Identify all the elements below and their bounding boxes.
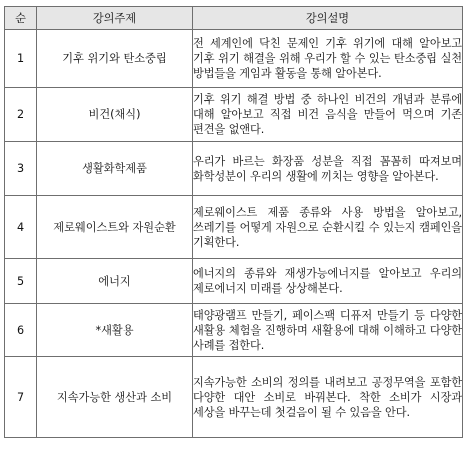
table-row [5, 196, 463, 259]
row-number: 4 [5, 196, 37, 259]
row-topic: 기후 위기와 탄소중립 [37, 30, 193, 88]
row-description: 태양광램프 만들기, 페이스팩 디퓨저 만들기 등 다양한 새활용 체험을 진행하며 새활용에 대해 이해하고 다양한 사례를 접한다. [193, 304, 463, 357]
row-description: 전 세계인에 닥친 문제인 기후 위기에 대해 알아보고 기후 위기 해결을 위해 우리가 할 수 있는 탄소중립 실천 방법들을 게임과 활동을 통해 알아본다. [193, 30, 463, 88]
row-topic: 에너지 [37, 259, 193, 304]
header-no: 순 [5, 7, 37, 30]
row-number: 2 [5, 88, 37, 142]
row-description: 지속가능한 소비의 정의를 내려보고 공정무역을 포함한 다양한 대안 소비로 바꿔본다. 착한 소비가 시장과 세상을 바꾸는데 첫걸음이 될 수 있음을 안다. [193, 357, 463, 438]
row-number: 1 [5, 30, 37, 88]
table-row [5, 304, 463, 357]
header-description: 강의설명 [193, 7, 463, 30]
row-number: 7 [5, 357, 37, 438]
header-row [5, 7, 463, 30]
lecture-table [4, 6, 463, 438]
row-description: 기후 위기 해결 방법 중 하나인 비건의 개념과 분류에 대해 알아보고 직접 비건 음식을 만들어 먹으며 기존 편견을 없앤다. [193, 88, 463, 142]
row-topic: 생활화학제품 [37, 142, 193, 196]
row-topic: 제로웨이스트와 자원순환 [37, 196, 193, 259]
row-number: 3 [5, 142, 37, 196]
row-description: 에너지의 종류와 재생가능에너지를 알아보고 우리의 제로에너지 미래를 상상해본다. [193, 259, 463, 304]
row-description: 우리가 바르는 화장품 성분을 직접 꼼꼼히 따져보며 화학성분이 우리의 생활에 끼치는 영향을 알아본다. [193, 142, 463, 196]
row-topic: 비건(채식) [37, 88, 193, 142]
row-description: 제로웨이스트 제품 종류와 사용 방법을 알아보고, 쓰레기를 어떻게 자원으로 순환시킬 수 있는지 캠페인을 기획한다. [193, 196, 463, 259]
table-row [5, 30, 463, 88]
row-number: 6 [5, 304, 37, 357]
row-topic: 지속가능한 생산과 소비 [37, 357, 193, 438]
table-row [5, 357, 463, 438]
row-number: 5 [5, 259, 37, 304]
table-row [5, 142, 463, 196]
table-row [5, 259, 463, 304]
table-row [5, 88, 463, 142]
header-topic: 강의주제 [37, 7, 193, 30]
row-topic: *새활용 [37, 304, 193, 357]
